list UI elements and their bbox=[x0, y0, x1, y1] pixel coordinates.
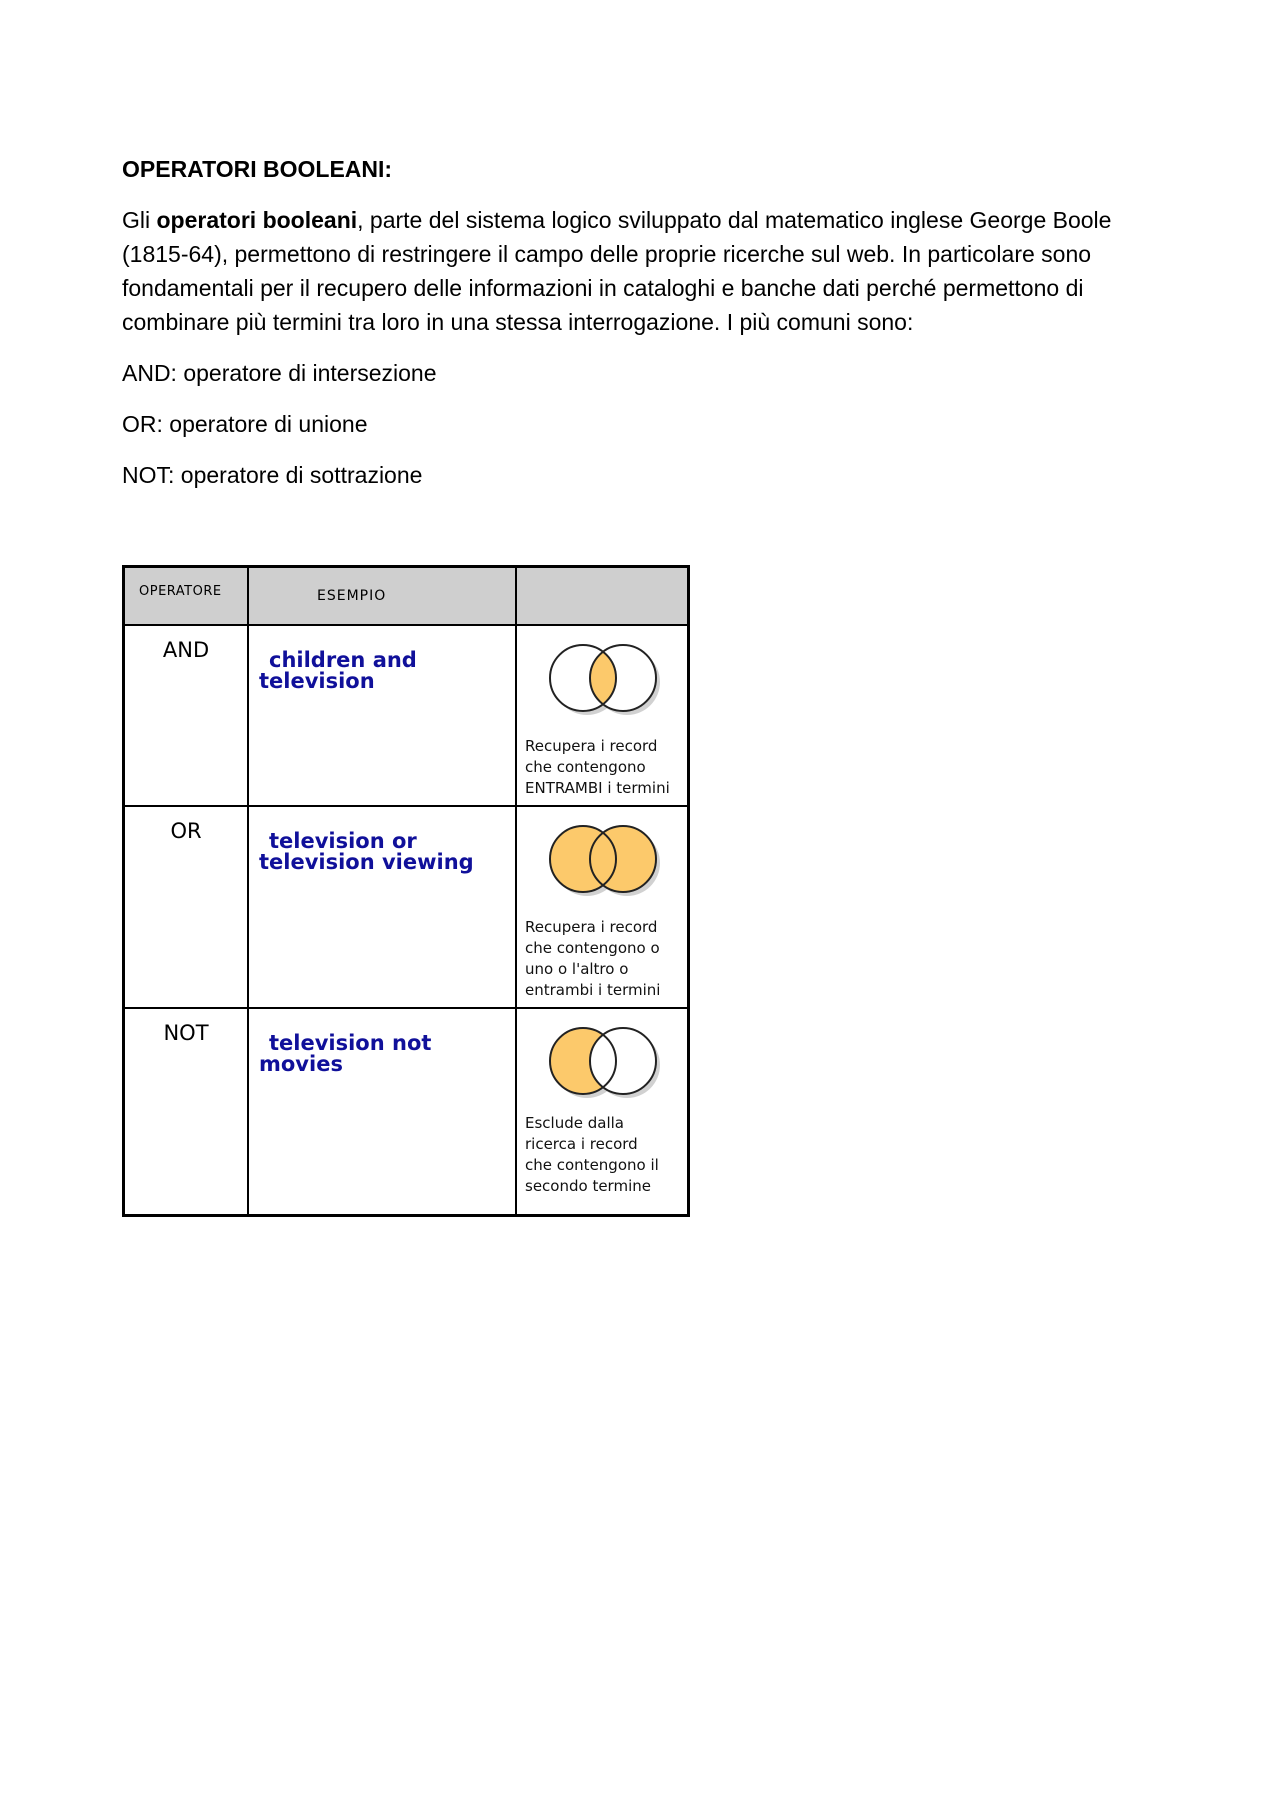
list-item-and: AND: operatore di intersezione bbox=[122, 360, 437, 386]
diagram-description bbox=[517, 917, 687, 1007]
description-line: Recupera i record bbox=[525, 918, 658, 936]
header-example bbox=[248, 567, 516, 626]
example-cell bbox=[248, 806, 516, 1008]
venn-intersection-icon bbox=[541, 634, 665, 722]
example-line: television not bbox=[269, 1031, 432, 1055]
operators-table-image bbox=[122, 565, 690, 1217]
intro-text-bold: operatori booleani bbox=[156, 207, 358, 233]
diagram-description bbox=[517, 736, 687, 805]
description-line: secondo termine bbox=[525, 1177, 651, 1195]
description-line: che contengono o bbox=[525, 939, 660, 957]
diagram-cell bbox=[516, 806, 689, 1008]
example-text bbox=[249, 1009, 515, 1075]
operator-label: NOT bbox=[163, 1021, 209, 1045]
example-line: television or bbox=[269, 829, 417, 853]
table-header-row bbox=[124, 567, 689, 626]
intro-text-after: , parte del sistema logico sviluppato dal matematico inglese George Boole (1815-64), permettono di restringere il campo delle proprie ricerche sul web. In particolare sono fondamentali per il recupero delle informazioni in cataloghi e banche dati perché permettono di combinare più termini tra loro in una stessa interrogazione. I più comuni sono: bbox=[122, 207, 1112, 335]
operators-table bbox=[122, 565, 690, 1217]
example-text bbox=[249, 626, 515, 692]
operator-cell bbox=[124, 806, 249, 1008]
operator-cell bbox=[124, 625, 249, 806]
example-line: television bbox=[259, 669, 375, 693]
description-line: che contengono bbox=[525, 758, 646, 776]
example-cell bbox=[248, 1008, 516, 1216]
diagram-cell bbox=[516, 625, 689, 806]
table-row bbox=[124, 625, 689, 806]
intro-paragraph bbox=[122, 203, 1162, 339]
list-item-not: NOT: operatore di sottrazione bbox=[122, 462, 423, 488]
operator-label: AND bbox=[162, 638, 210, 662]
example-line: movies bbox=[259, 1052, 343, 1076]
table-row bbox=[124, 1008, 689, 1216]
description-line: Recupera i record bbox=[525, 737, 658, 755]
section-heading: OPERATORI BOOLEANI: bbox=[122, 156, 393, 182]
example-text bbox=[249, 807, 515, 873]
intro-text-before: Gli bbox=[122, 207, 157, 233]
operator-cell bbox=[124, 1008, 249, 1216]
operator-label: OR bbox=[170, 819, 202, 843]
header-example-label: ESEMPIO bbox=[317, 588, 387, 604]
example-line: children and bbox=[269, 648, 417, 672]
description-line: Esclude dalla bbox=[525, 1114, 624, 1132]
description-line: entrambi i termini bbox=[525, 981, 661, 999]
example-line: television viewing bbox=[259, 850, 474, 874]
venn-difference-icon bbox=[541, 1017, 665, 1105]
description-line: uno o l'altro o bbox=[525, 960, 629, 978]
venn-union-icon bbox=[541, 815, 665, 903]
description-line: ricerca i record bbox=[525, 1135, 638, 1153]
list-item-or: OR: operatore di unione bbox=[122, 411, 368, 437]
example-cell bbox=[248, 625, 516, 806]
header-operator-label: OPERATORE bbox=[139, 584, 222, 599]
document-body bbox=[122, 152, 1162, 509]
description-line: che contengono il bbox=[525, 1156, 659, 1174]
header-operator bbox=[124, 567, 249, 626]
table-row bbox=[124, 806, 689, 1008]
header-diagram bbox=[516, 567, 689, 626]
description-line: ENTRAMBI i termini bbox=[525, 779, 670, 797]
diagram-cell bbox=[516, 1008, 689, 1216]
diagram-description bbox=[517, 1113, 687, 1203]
